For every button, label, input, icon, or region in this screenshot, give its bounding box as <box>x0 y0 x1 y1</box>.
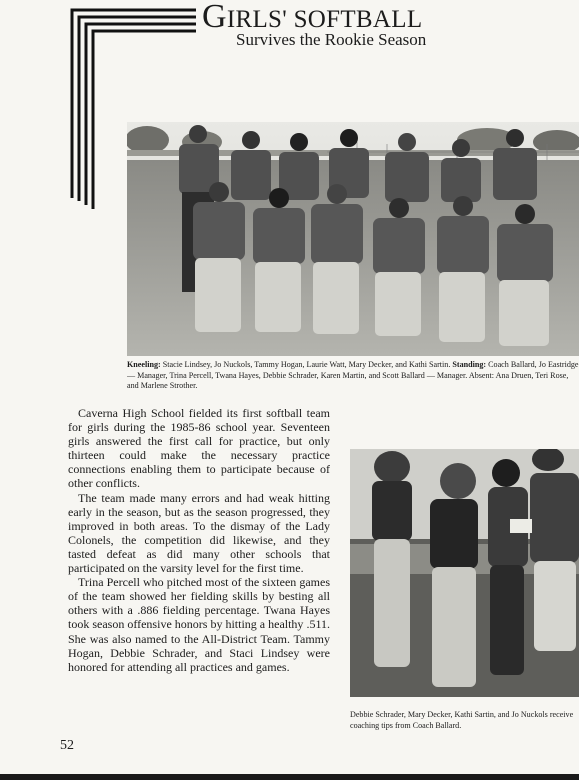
article-paragraph: Trina Percell who pitched most of the sixteen games of the team showed her fielding skills by besting all others with a .886 fielding percentage. Twana Hayes took season offensive honors by hitting a healthy .511. She was also named to the All-District Team. Tammy Hogan, Debbie Schrader, and Staci Lindsey were honored for attending all practices and games. <box>68 575 330 674</box>
caption-kneeling-names: Stacie Lindsey, Jo Nuckols, Tammy Hogan, Laurie Watt, Mary Decker, and Kathi Sartin. <box>160 360 453 369</box>
page-number: 52 <box>60 738 74 753</box>
article-paragraph: The team made many errors and had weak hitting early in the season, but as the season progressed, they improved in both areas. To the dismay of the Lady Colonels, the competition did likewise, and they tasted defeat as did many other schools that participated on the varsity level for the first time. <box>68 490 330 576</box>
coaching-photo-caption: Debbie Schrader, Mary Decker, Kathi Sartin, and Jo Nuckols receive coaching tips from Coach Ballard. <box>350 710 574 730</box>
page-subtitle: Survives the Rookie Season <box>236 30 427 49</box>
article-body <box>68 406 330 674</box>
team-photo-icon <box>127 122 579 356</box>
caption-kneeling-label: Kneeling: <box>127 360 161 369</box>
title-rest: IRLS' SOFTBALL <box>226 6 423 33</box>
caption-standing-names: Coach Ballard, Jo Eastridge — Manager, Trina Percell, Twana Hayes, Debbie Schrader, Karen Martin, and Scott Ballard — Manager. Absent: Ana Druen, Teri Rose, and Marlene Strother. <box>127 360 579 391</box>
coaching-photo-icon <box>350 449 579 697</box>
page-edge-bar <box>0 774 579 780</box>
title-initial: G <box>202 0 227 35</box>
team-photo-caption <box>127 360 579 394</box>
team-photo <box>127 122 579 356</box>
article-paragraph: Caverna High School fielded its first softball team for girls during the 1985-86 school year. Seventeen girls answered the first call for practice, but only thirteen could make the necessary practice connections enabling them to participate because of other conflicts. <box>68 406 330 491</box>
caption-standing-label: Standing: <box>452 360 487 369</box>
coaching-photo <box>350 449 579 697</box>
